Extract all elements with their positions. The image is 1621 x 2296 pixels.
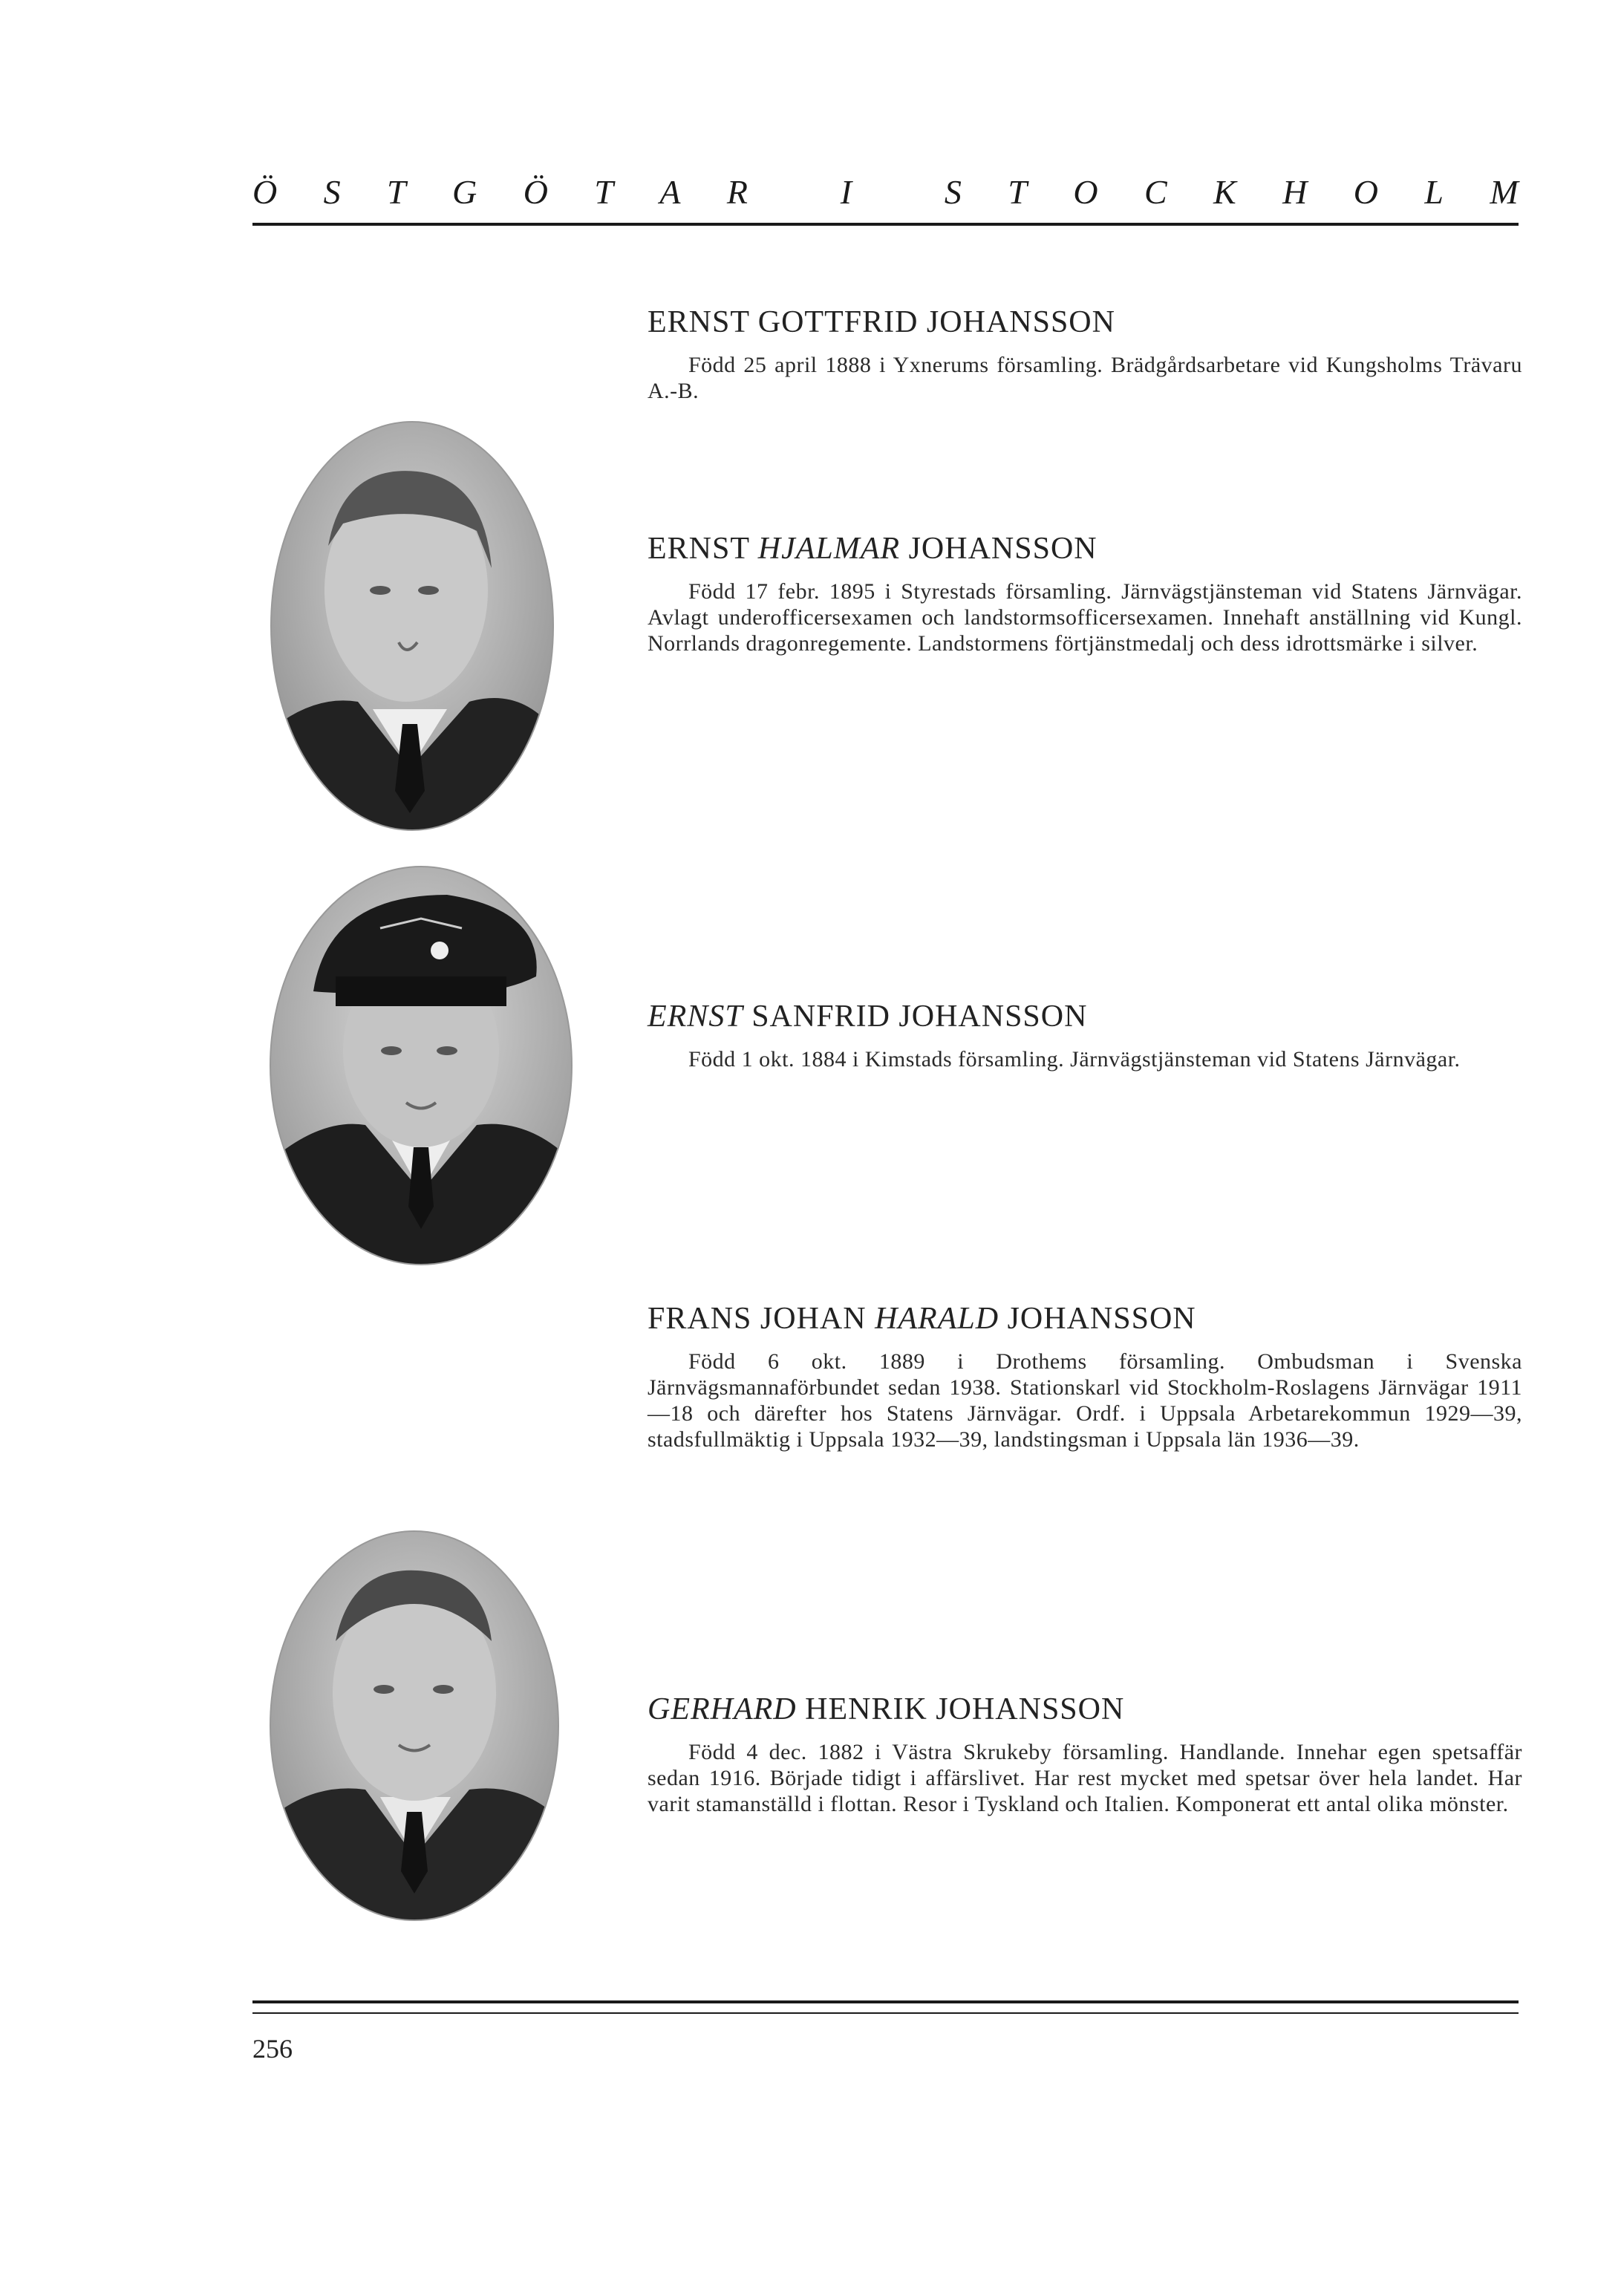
footer-rule-thin [252, 2012, 1519, 2014]
page-number: 256 [252, 2034, 293, 2064]
running-head-letter: A [659, 173, 681, 211]
entry-gerhard-henrik [648, 1692, 1522, 1817]
entry-text: Född 4 dec. 1882 i Västra Skrukeby församling. Handlande. Innehar egen spetsaffär sedan 1916. Började tidigt i affärslivet. Har rest mycket med spetsar över hela landet. Har varit stamanställd i flottan. Resor i Tyskland och Italien. Komponerat ett antal olika mönster. [648, 1740, 1522, 1816]
running-head-letter: T [1008, 173, 1027, 211]
entry-text: Född 17 febr. 1895 i Styrestads församling. Järnvägstjänsteman vid Statens Järnvägar. Avlagt underofficersexamen och landstormsofficersexamen. Innehaft anställning vid Kungl. Norrlands dragonregemente. Landstormens förtjänstmedalj och dess idrottsmärke i silver. [648, 579, 1522, 656]
running-head-letter: Ö [252, 173, 278, 211]
entry-ernst-gottfrid [648, 304, 1522, 404]
running-head-letter: Ö [523, 173, 548, 211]
running-head-letter: O [1353, 173, 1379, 211]
entry-text: Född 1 okt. 1884 i Kimstads församling. Järnvägstjänsteman vid Statens Järnvägar. [688, 1047, 1461, 1072]
running-head-letter: I [840, 173, 852, 211]
running-head [252, 172, 1519, 212]
running-head-letter: L [1424, 173, 1444, 211]
running-head-letter: G [452, 173, 477, 211]
entry-name: GERHARD HENRIK JOHANSSON [648, 1692, 1125, 1726]
running-head-letter: S [944, 173, 962, 211]
footer-rule [252, 2000, 1519, 2003]
entry-name: ERNST GOTTFRID JOHANSSON [648, 305, 1115, 339]
running-head-letter: O [1073, 173, 1098, 211]
running-head-letter: T [387, 173, 406, 211]
running-head-letter: T [594, 173, 613, 211]
running-head-letter: C [1144, 173, 1167, 211]
entry-ernst-hjalmar [648, 531, 1522, 656]
entry-name: FRANS JOHAN HARALD JOHANSSON [648, 1302, 1196, 1336]
portrait-photo [269, 420, 555, 832]
running-head-letter: K [1213, 173, 1236, 211]
entry-text: Född 25 april 1888 i Yxnerums församling. Brädgårdsarbetare vid Kungsholms Trävaru A.-B. [648, 353, 1522, 403]
entry-name: ERNST HJALMAR JOHANSSON [648, 532, 1097, 566]
portrait-photo [269, 1530, 560, 1922]
entry-name: ERNST SANFRID JOHANSSON [648, 999, 1088, 1034]
running-head-letter: H [1282, 173, 1308, 211]
entry-ernst-sanfrid [648, 999, 1522, 1072]
portrait-photo [269, 865, 573, 1266]
entry-text: Född 6 okt. 1889 i Drothems församling. Ombudsman i Svenska Järnvägsmannaförbundet sedan 1938. Stationskarl vid Stockholm-Roslagens Järnvägar 1911—18 och därefter hos Statens Järnvägar. Ordf. i Uppsala Arbetarekommun 1929—39, stadsfullmäktig i Uppsala 1932—39, landstingsman i Uppsala län 1936—39. [648, 1349, 1522, 1452]
running-head-letter: S [323, 173, 341, 211]
header-rule [252, 223, 1519, 226]
running-head-letter: R [726, 173, 748, 211]
entry-frans-johan-harald [648, 1301, 1522, 1452]
running-head-letter: M [1490, 173, 1519, 211]
